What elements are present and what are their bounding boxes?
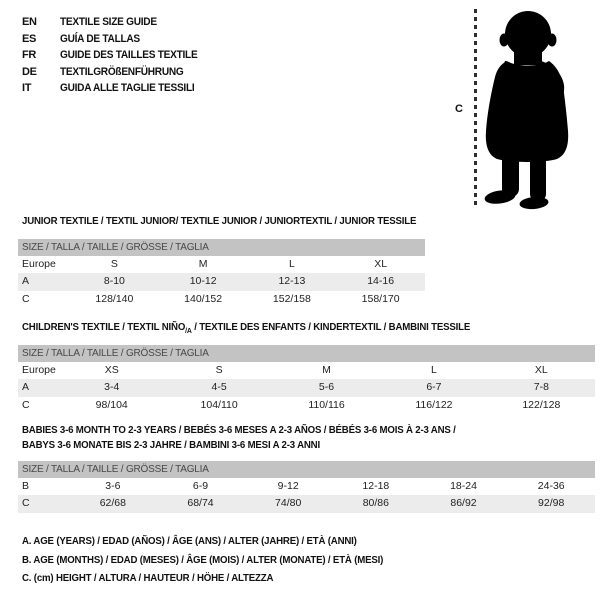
age-cell: 10-12 <box>189 275 217 288</box>
junior-section-title <box>22 214 451 229</box>
nino-a-subscript: /A <box>185 326 192 336</box>
row-label: Europe <box>22 364 56 376</box>
note-age-years <box>22 532 415 551</box>
language-code: ES <box>22 32 37 45</box>
age-cell: 4-5 <box>211 381 227 394</box>
language-code: EN <box>22 16 37 28</box>
age-cell: 12-18 <box>362 480 390 492</box>
height-cell: 152/158 <box>272 292 311 305</box>
age-cell: 24-36 <box>537 480 565 492</box>
baby-silhouette <box>483 9 571 211</box>
language-row-it <box>22 80 209 97</box>
height-marker-label: C <box>455 103 463 115</box>
legend-notes <box>22 532 415 588</box>
row-label: C <box>22 497 30 510</box>
table-row-age-months <box>18 478 595 495</box>
age-cell: 5-6 <box>318 381 335 394</box>
age-cell: 9-12 <box>277 480 299 492</box>
language-row-fr <box>22 47 209 64</box>
baby-ear-left <box>500 34 509 47</box>
table-row-height <box>18 397 595 414</box>
language-code: FR <box>22 49 37 61</box>
children-section-title-text: CHILDREN'S TEXTILE / TEXTIL $NIÑO_{/A}$ / TEXTILE DES ENFANTS / KINDERTEXTIL / BAMBINI TESSILE <box>22 321 471 336</box>
height-cell: 86/92 <box>450 497 477 510</box>
note-text: A. AGE (YEARS) / EDAD (AÑOS) / ÂGE (ANS) / ALTER (JAHRE) / ETÀ (ANNI) <box>22 535 357 547</box>
language-title: TEXTILGRÖßENFÜHRUNG <box>60 65 184 78</box>
height-dashed-line <box>474 9 477 206</box>
age-cell: 3-4 <box>104 381 120 394</box>
language-title: GUÍA DE TALLAS <box>60 32 140 45</box>
language-title-list <box>22 14 209 97</box>
baby-neck <box>514 45 542 65</box>
height-cell: 98/104 <box>95 398 128 411</box>
row-label: C <box>22 292 30 305</box>
table-row-europe <box>18 362 595 379</box>
table-row-age <box>18 273 425 290</box>
size-header-bar: SIZE / TALLA / TAILLE / GRÖSSE / TAGLIA <box>18 345 595 362</box>
height-cell: 122/128 <box>522 398 561 411</box>
size-cell: L <box>431 364 437 376</box>
babies-title-line1: BABIES 3-6 MONTH TO 2-3 YEARS / BEBÉS 3-6 MESES A 2-3 AÑOS / BÉBÉS 3-6 MOIS À 2-3 ANS / <box>22 424 456 436</box>
babies-size-table <box>18 461 595 513</box>
row-label: B <box>22 480 30 492</box>
size-cell: M <box>322 364 331 376</box>
language-title: GUIDE DES TAILLES TEXTILE <box>60 49 198 61</box>
row-label: C <box>22 398 30 411</box>
table-row-europe <box>18 256 425 273</box>
language-title: GUIDA ALLE TAGLIE TESSILI <box>60 82 195 94</box>
size-cell: S <box>215 364 223 376</box>
height-cell: 116/122 <box>415 398 453 411</box>
height-cell: 140/152 <box>184 292 223 305</box>
height-cell: 62/68 <box>99 497 126 510</box>
age-cell: 3-6 <box>105 480 121 492</box>
table-row-height <box>18 291 425 308</box>
baby-leg-left <box>502 141 519 197</box>
size-cell: XL <box>534 364 548 376</box>
children-section-title <box>22 320 509 338</box>
note-height-cm <box>22 569 415 588</box>
height-cell: 68/74 <box>187 497 214 510</box>
age-cell: 7-8 <box>533 381 549 394</box>
size-cell: XL <box>374 258 388 270</box>
height-cell: 158/170 <box>361 292 400 305</box>
language-row-de <box>22 64 209 81</box>
height-cell: 74/80 <box>275 497 302 510</box>
language-code: DE <box>22 65 37 78</box>
children-size-table <box>18 345 595 414</box>
size-header-bar: SIZE / TALLA / TAILLE / GRÖSSE / TAGLIA <box>18 461 595 478</box>
language-row-es <box>22 31 209 48</box>
note-text: B. AGE (MONTHS) / EDAD (MESES) / ÂGE (MOIS) / ALTER (MONATE) / ETÀ (MESI) <box>22 553 384 566</box>
row-label: A <box>22 381 30 394</box>
note-text: C. (cm) HEIGHT / ALTURA / HAUTEUR / HÖHE / ALTEZZA <box>22 572 274 585</box>
note-age-months <box>22 551 415 570</box>
age-cell: 18-24 <box>450 480 477 492</box>
junior-size-table <box>18 239 425 308</box>
height-cell: 104/110 <box>200 398 238 411</box>
language-title: TEXTILE SIZE GUIDE <box>60 16 157 28</box>
language-row-en <box>22 14 209 31</box>
baby-ear-right <box>548 34 557 47</box>
junior-section-title-text: JUNIOR TEXTILE / TEXTIL JUNIOR/ TEXTILE JUNIOR / JUNIORTEXTIL / JUNIOR TESSILE <box>22 215 417 227</box>
height-cell: 128/140 <box>95 292 134 305</box>
table-row-age <box>18 379 595 396</box>
age-cell: 12-13 <box>278 275 306 288</box>
age-cell: 14-16 <box>367 275 395 288</box>
size-cell: XS <box>104 364 119 376</box>
size-cell: L <box>288 258 295 270</box>
baby-leg-right <box>530 141 546 201</box>
row-label: A <box>22 275 30 288</box>
age-cell: 8-10 <box>103 275 125 288</box>
babies-title-line2: BABYS 3-6 MONATE BIS 2-3 JAHRE / BAMBINI 3-6 MESI A 2-3 ANNI <box>22 439 320 451</box>
size-header-bar: SIZE / TALLA / TAILLE / GRÖSSE / TAGLIA <box>18 239 425 256</box>
row-label: Europe <box>22 258 56 270</box>
size-cell: S <box>110 258 118 270</box>
size-cell: M <box>198 258 208 270</box>
babies-section-title <box>22 423 493 453</box>
age-cell: 6-9 <box>192 480 209 492</box>
height-cell: 80/86 <box>362 497 389 510</box>
height-cell: 92/98 <box>538 497 565 510</box>
language-code: IT <box>22 82 32 94</box>
table-row-height <box>18 495 595 512</box>
age-cell: 6-7 <box>426 381 442 394</box>
height-cell: 110/116 <box>308 398 345 411</box>
